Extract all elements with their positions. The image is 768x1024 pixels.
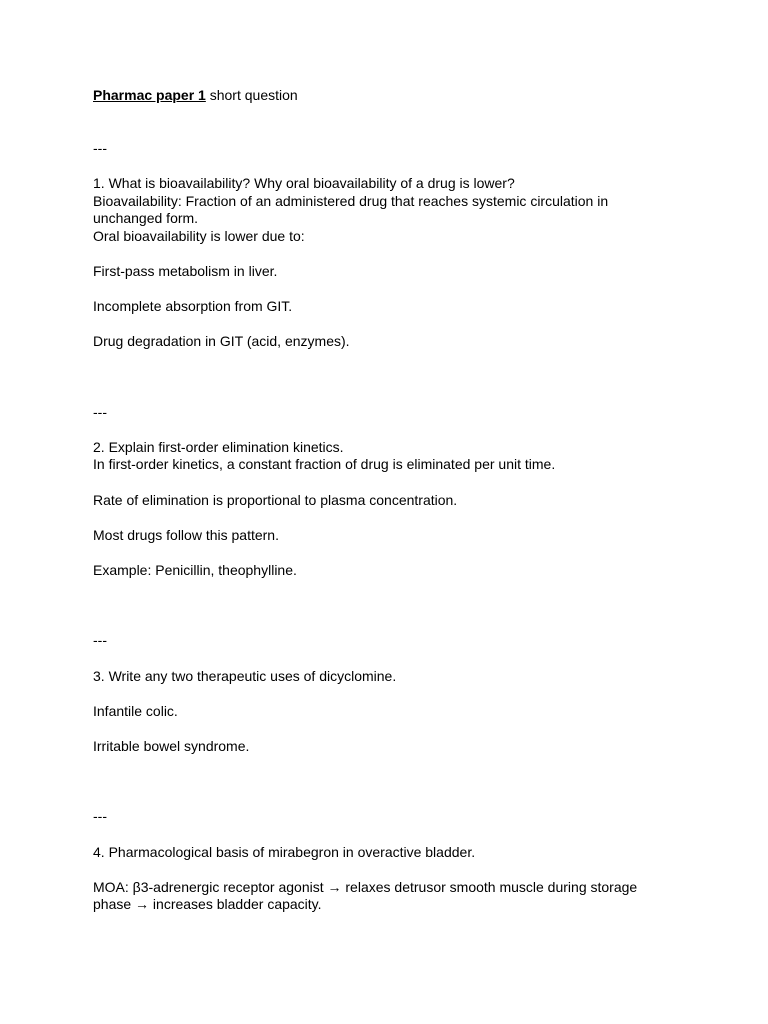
separator: --- — [93, 403, 107, 420]
q1-definition-line2: unchanged form. — [93, 210, 199, 227]
q4-question: 4. Pharmacological basis of mirabegron in overactive bladder. — [93, 843, 476, 860]
separator: --- — [93, 632, 107, 649]
q1-point: Incomplete absorption from GIT. — [93, 298, 293, 315]
q1-question: 1. What is bioavailability? Why oral bioavailability of a drug is lower? — [93, 174, 515, 191]
q1-lead: Oral bioavailability is lower due to: — [93, 227, 305, 244]
title-rest-text: short question — [205, 87, 298, 103]
document-page — [93, 87, 653, 914]
q1-point: Drug degradation in GIT (acid, enzymes). — [93, 333, 350, 350]
q2-point: Most drugs follow this pattern. — [93, 526, 279, 543]
q4-moa-line2: phase → increases bladder capacity. — [93, 896, 322, 913]
q2-point: Rate of elimination is proportional to plasma concentration. — [93, 491, 458, 508]
separator: --- — [93, 139, 107, 156]
title-bold-text: Pharmac paper 1 — [93, 87, 206, 103]
q1-point: First-pass metabolism in liver. — [93, 262, 278, 279]
document-title — [93, 87, 653, 105]
q4-moa-line1: MOA: β3-adrenergic receptor agonist → relaxes detrusor smooth muscle during storage — [93, 878, 638, 895]
q2-point: Example: Penicillin, theophylline. — [93, 562, 297, 579]
q3-point: Infantile colic. — [93, 702, 178, 719]
separator: --- — [93, 808, 107, 825]
q2-question: 2. Explain first-order elimination kinetics. — [93, 438, 344, 455]
q1-definition-line1: Bioavailability: Fraction of an administered drug that reaches systemic circulation in — [93, 192, 609, 209]
q3-question: 3. Write any two therapeutic uses of dicyclomine. — [93, 667, 397, 684]
q3-point: Irritable bowel syndrome. — [93, 738, 250, 754]
q2-line1: In first-order kinetics, a constant fraction of drug is eliminated per unit time. — [93, 456, 556, 473]
